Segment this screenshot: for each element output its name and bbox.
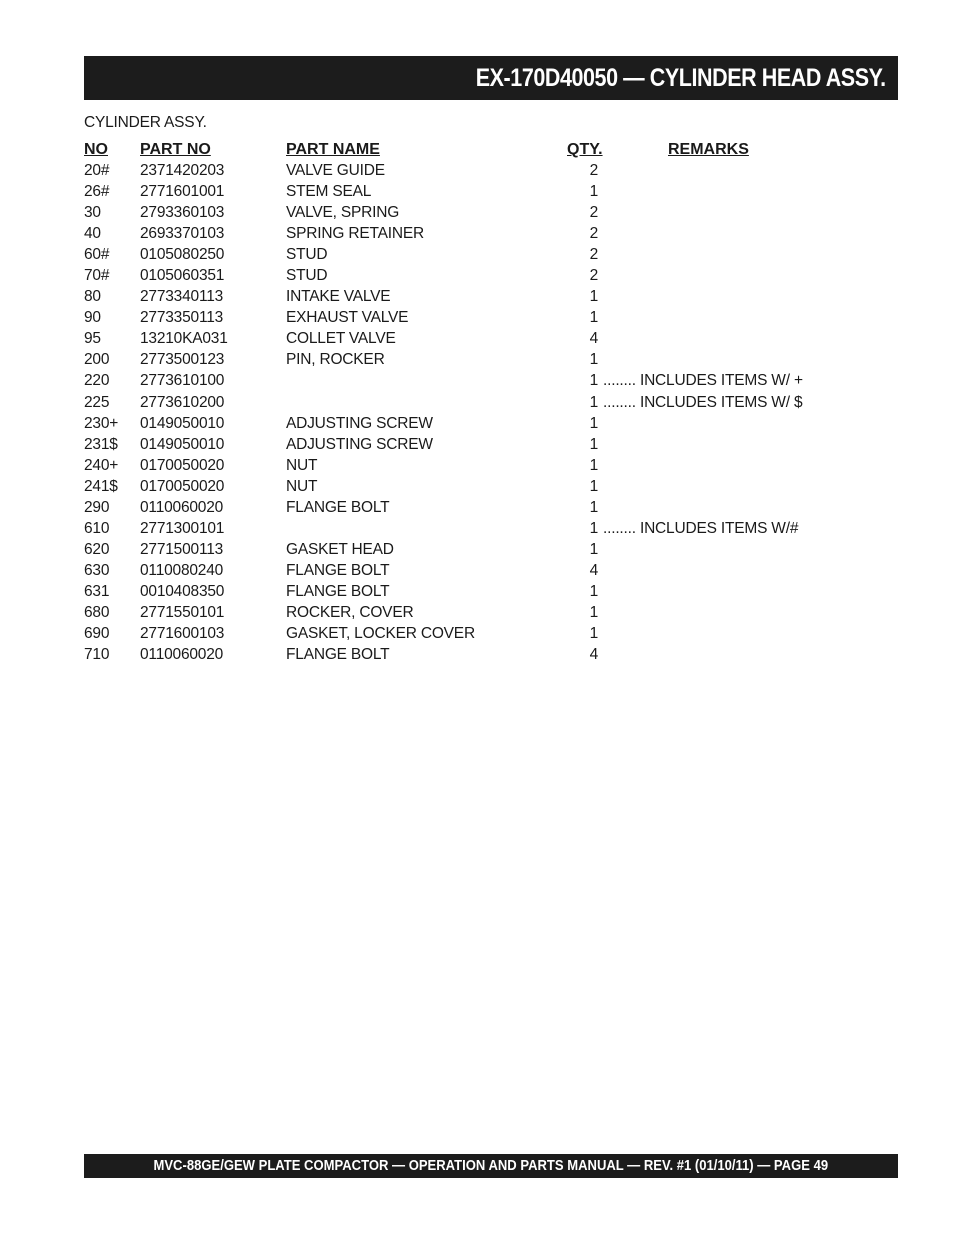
item-number: 230+ (84, 414, 119, 432)
part-name: FLANGE BOLT (286, 646, 390, 664)
quantity: 2 (589, 225, 598, 243)
table-row (84, 645, 898, 666)
table-row (84, 287, 898, 308)
quantity: 1 (589, 477, 598, 495)
item-number: 40 (84, 225, 101, 243)
item-number: 70# (84, 267, 110, 285)
item-number: 225 (84, 393, 110, 411)
quantity: 1 (589, 393, 598, 411)
part-number: 2771600103 (140, 625, 225, 643)
part-name: EXHAUST VALVE (286, 309, 409, 327)
part-name: ADJUSTING SCREW (286, 414, 433, 432)
part-number: 2773340113 (140, 288, 224, 306)
item-number: 90 (84, 309, 101, 327)
part-name: INTAKE VALVE (286, 288, 391, 306)
table-header (84, 141, 898, 162)
part-name: NUT (286, 456, 318, 474)
quantity: 1 (589, 498, 598, 516)
part-name: ROCKER, COVER (286, 603, 414, 621)
remarks: ........ INCLUDES ITEMS W/# (603, 519, 799, 537)
quantity: 1 (589, 435, 598, 453)
part-name: STEM SEAL (286, 183, 372, 201)
column-header-part-name: PART NAME (286, 141, 380, 158)
part-number: 0010408350 (140, 582, 225, 600)
quantity: 1 (589, 519, 598, 537)
part-number: 2771550101 (140, 603, 225, 621)
item-number: 710 (84, 646, 110, 664)
part-name: FLANGE BOLT (286, 561, 390, 579)
quantity: 1 (589, 456, 598, 474)
quantity: 4 (589, 646, 598, 664)
part-number: 0105080250 (140, 246, 225, 264)
item-number: 231$ (84, 435, 118, 453)
part-name: PIN, ROCKER (286, 351, 385, 369)
quantity: 1 (589, 351, 598, 369)
item-number: 26# (84, 183, 110, 201)
column-header-qty: QTY. (567, 141, 603, 158)
item-number: 80 (84, 288, 101, 306)
page-footer: MVC-88GE/GEW PLATE COMPACTOR — OPERATION AND PARTS MANUAL — REV. #1 (01/10/11) — PAGE 49 (153, 1158, 829, 1174)
part-number: 2771601001 (140, 183, 225, 201)
item-number: 200 (84, 351, 110, 369)
quantity: 1 (589, 603, 598, 621)
item-number: 30 (84, 204, 101, 222)
table-row (84, 350, 898, 371)
part-number: 2771500113 (140, 540, 224, 558)
table-row (84, 435, 898, 456)
part-name: GASKET HEAD (286, 540, 394, 558)
part-number: 2793360103 (140, 204, 225, 222)
table-row (84, 224, 898, 245)
part-number: 0110060020 (140, 646, 224, 664)
part-number: 2693370103 (140, 225, 225, 243)
part-name: SPRING RETAINER (286, 225, 424, 243)
table-row (84, 582, 898, 603)
part-number: 2773350113 (140, 309, 224, 327)
parts-table-body (84, 161, 898, 666)
quantity: 2 (589, 267, 598, 285)
item-number: 690 (84, 625, 110, 643)
part-number: 0149050010 (140, 435, 225, 453)
title-bar (84, 56, 898, 100)
section-subtitle: CYLINDER ASSY. (84, 114, 207, 131)
part-name: FLANGE BOLT (286, 582, 390, 600)
quantity: 1 (589, 582, 598, 600)
item-number: 630 (84, 561, 110, 579)
table-row (84, 161, 898, 182)
part-number: 2771300101 (140, 519, 225, 537)
quantity: 1 (589, 372, 598, 390)
part-name: VALVE GUIDE (286, 162, 385, 179)
part-number: 0105060351 (140, 267, 225, 285)
table-row (84, 519, 898, 540)
item-number: 95 (84, 330, 101, 348)
quantity: 2 (589, 204, 598, 222)
quantity: 2 (589, 162, 598, 179)
quantity: 1 (589, 540, 598, 558)
part-name: COLLET VALVE (286, 330, 396, 348)
part-name: VALVE, SPRING (286, 204, 400, 222)
table-row (84, 414, 898, 435)
part-number: 0170050020 (140, 477, 225, 495)
table-row (84, 477, 898, 498)
item-number: 60# (84, 246, 110, 264)
table-row (84, 603, 898, 624)
item-number: 220 (84, 372, 110, 390)
table-row (84, 371, 898, 392)
quantity: 1 (589, 309, 598, 327)
part-number: 0110080240 (140, 561, 224, 579)
part-number: 0149050010 (140, 414, 225, 432)
page-title: EX-170D40050 — CYLINDER HEAD ASSY. (476, 63, 886, 92)
table-row (84, 245, 898, 266)
part-number: 2773610100 (140, 372, 225, 390)
quantity: 1 (589, 288, 598, 306)
part-name: ADJUSTING SCREW (286, 435, 433, 453)
part-name: STUD (286, 246, 328, 264)
column-header-remarks: REMARKS (668, 141, 749, 158)
quantity: 4 (589, 561, 598, 579)
part-name: STUD (286, 267, 328, 285)
part-number: 2773610200 (140, 393, 225, 411)
table-row (84, 624, 898, 645)
quantity: 1 (589, 414, 598, 432)
table-row (84, 456, 898, 477)
remarks: ........ INCLUDES ITEMS W/ + (603, 372, 803, 390)
quantity: 4 (589, 330, 598, 348)
part-name: FLANGE BOLT (286, 498, 390, 516)
table-row (84, 561, 898, 582)
item-number: 610 (84, 519, 110, 537)
part-number: 0110060020 (140, 498, 224, 516)
table-row (84, 203, 898, 224)
remarks: ........ INCLUDES ITEMS W/ $ (603, 393, 803, 411)
column-header-no: NO (84, 141, 108, 158)
table-row (84, 266, 898, 287)
column-header-part-no: PART NO (140, 141, 211, 158)
table-row (84, 329, 898, 350)
part-number: 2773500123 (140, 351, 225, 369)
table-row (84, 393, 898, 414)
item-number: 631 (84, 582, 110, 600)
part-number: 2371420203 (140, 162, 225, 179)
item-number: 680 (84, 603, 110, 621)
table-row (84, 540, 898, 561)
table-row (84, 182, 898, 203)
item-number: 240+ (84, 456, 119, 474)
part-number: 0170050020 (140, 456, 225, 474)
part-number: 13210KA031 (140, 330, 228, 348)
item-number: 241$ (84, 477, 118, 495)
item-number: 20# (84, 162, 110, 179)
part-name: NUT (286, 477, 318, 495)
item-number: 290 (84, 498, 110, 516)
item-number: 620 (84, 540, 110, 558)
quantity: 1 (589, 625, 598, 643)
quantity: 2 (589, 246, 598, 264)
footer-bar (84, 1154, 898, 1178)
quantity: 1 (589, 183, 598, 201)
part-name: GASKET, LOCKER COVER (286, 625, 475, 643)
table-row (84, 498, 898, 519)
table-row (84, 308, 898, 329)
